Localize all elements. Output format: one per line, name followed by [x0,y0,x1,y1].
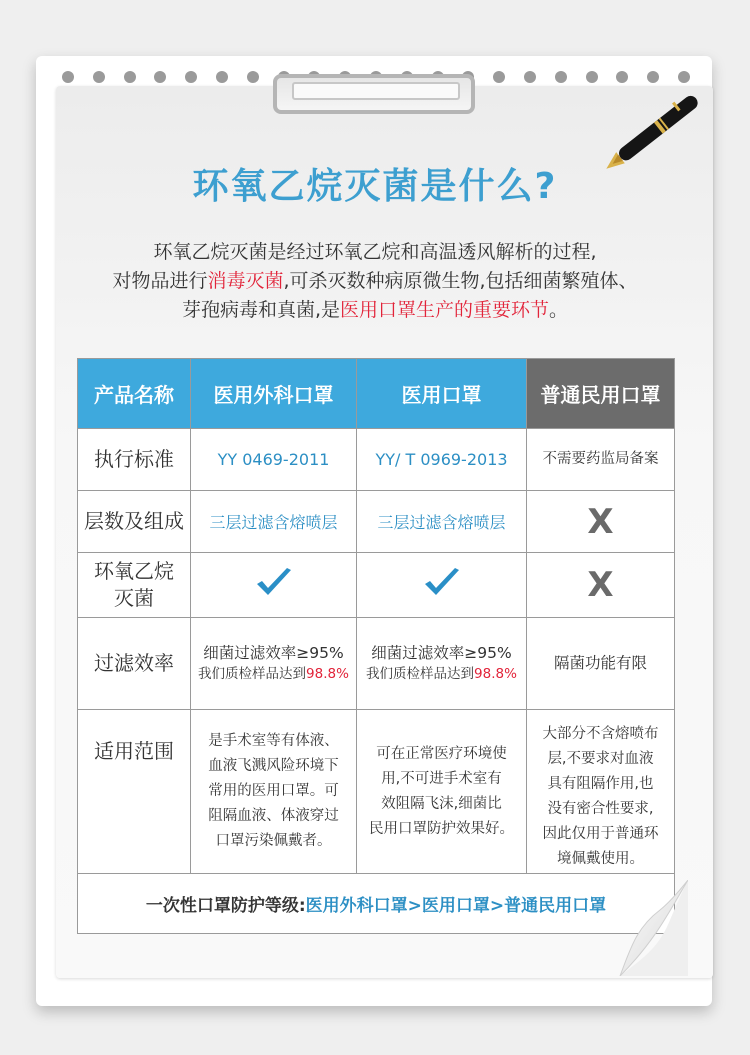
protection-level-label: 一次性口罩防护等级: [145,896,306,916]
binder-dot [124,71,136,83]
binder-dot [62,71,74,83]
check-icon [422,567,462,599]
protection-level [78,874,675,934]
scope-line: 血液飞溅风险环境下 [208,758,339,774]
filter-result [191,664,356,685]
table-row-scope [78,710,675,874]
header-surgical-mask: 医用外科口罩 [191,359,357,429]
check-icon [254,567,294,599]
scope-line: 具有阻隔作用,也 [547,775,654,792]
intro-line-1: 环氧乙烷灭菌是经过环氧乙烷和高温透风解析的过程, [153,241,597,263]
filter-result-text: 我们质检样品达到 [366,665,475,682]
binder-dot [154,71,166,83]
row-label: 层数及组成 [78,491,191,553]
page-title: 环氧乙烷灭菌是什么? [192,166,558,207]
table-cell: 三层过滤含熔喷层 [357,491,527,553]
row-label: 执行标准 [78,429,191,491]
comparison-table [77,358,675,934]
table-row-layers [78,491,675,553]
binder-dot [555,71,567,83]
row-label: 适用范围 [78,710,191,874]
filter-result-value: 98.8% [474,665,517,682]
row-label: 过滤效率 [78,618,191,710]
intro-highlight: 医用口罩生产的重要环节 [340,299,550,321]
binder-dot [185,71,197,83]
table-header-row [78,359,675,429]
header-medical-mask: 医用口罩 [357,359,527,429]
scope-line: 阻隔血液、体液穿过 [208,808,339,824]
scope-line: 层,不要求对血液 [547,750,654,767]
page-curl-decoration [600,880,688,976]
cross-icon: X [587,565,614,605]
table-cell [191,710,357,874]
table-cell [357,618,527,710]
intro-text: 对物品进行 [112,270,208,292]
table-cell [527,553,675,618]
filter-standard: 细菌过滤效率≥95% [203,643,344,662]
header-civil-mask: 普通民用口罩 [527,359,675,429]
binder-dot [524,71,536,83]
filter-result-text: 我们质检样品达到 [198,665,307,682]
table-cell: YY/ T 0969-2013 [357,429,527,491]
table-cell: YY 0469-2011 [191,429,357,491]
protection-level-value: 医用外科口罩>医用口罩>普通民用口罩 [305,896,607,916]
binder-dot [93,71,105,83]
binder-dot [216,71,228,83]
binder-dot [493,71,505,83]
table-cell [357,710,527,874]
cross-icon: X [587,501,614,542]
scope-line: 口罩污染佩戴者。 [215,833,332,849]
intro-text: 。 [549,299,569,321]
intro-line-2 [60,267,690,296]
scope-line: 效阻隔飞沫,细菌比 [381,795,502,812]
table-cell: 三层过滤含熔喷层 [191,491,357,553]
filter-result [357,664,526,685]
scope-line: 常用的医用口罩。可 [208,783,339,799]
scope-line: 可在正常医疗环境使 [376,745,507,762]
table-cell: 隔菌功能有限 [527,618,675,710]
intro-highlight: 消毒灭菌 [207,270,284,292]
scope-line: 用,不可进手术室有 [381,770,502,787]
table-row-eo-sterilization [78,553,675,618]
table-cell [191,618,357,710]
scope-line: 没有密合性要求, [547,800,654,817]
table-row-filter [78,618,675,710]
table-cell [191,553,357,618]
filter-result-value: 98.8% [306,665,349,682]
binder-clip-slot [292,82,460,100]
table-cell: 不需要药监局备案 [527,429,675,491]
row-label [78,553,191,618]
intro-paragraph [60,238,690,325]
table-cell [527,491,675,553]
filter-standard: 细菌过滤效率≥95% [371,643,512,662]
table-cell [357,553,527,618]
scope-line: 大部分不含熔喷布 [542,725,659,742]
row-label-line: 环氧乙烷 [94,559,174,583]
intro-text: ,可杀灭数种病原微生物,包括细菌繁殖体、 [283,270,638,292]
scope-line: 境佩戴使用。 [557,850,644,867]
table-cell [527,710,675,874]
scope-line: 民用口罩防护效果好。 [369,820,514,837]
scope-line: 是手术室等有体液、 [208,733,339,749]
scope-line: 因此仅用于普通环 [542,825,659,842]
header-product-name: 产品名称 [78,359,191,429]
binder-dot [247,71,259,83]
row-label-line: 灭菌 [114,586,154,610]
intro-line-3 [60,296,690,325]
table-footer-row [78,874,675,934]
table-row-standard [78,429,675,491]
intro-text: 芽孢病毒和真菌,是 [181,299,340,321]
